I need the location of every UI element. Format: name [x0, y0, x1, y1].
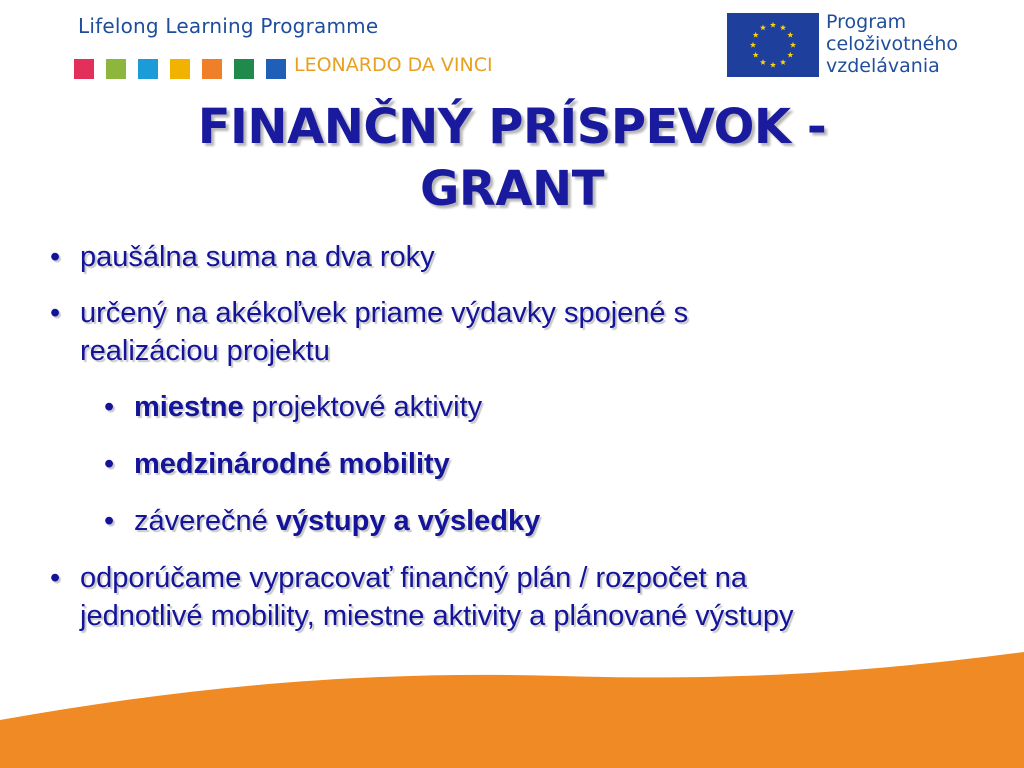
- eu-program-line: vzdelávania: [826, 55, 940, 77]
- bullet-text-line: jednotlivé mobility, miestne aktivity a plánované výstupy: [80, 600, 794, 632]
- eu-program-line: celoživotného: [826, 33, 959, 55]
- leonardo-da-vinci-label: LEONARDO DA VINCI: [294, 54, 493, 76]
- bullet-item: [40, 294, 990, 370]
- sub-bullet-item: [40, 445, 990, 483]
- bullet-marker: •: [104, 448, 115, 480]
- color-square: [266, 59, 286, 79]
- bullet-text-line: určený na akékoľvek priame výdavky spojené s: [80, 297, 689, 329]
- color-square: [234, 59, 254, 79]
- title-line: GRANT: [420, 161, 604, 217]
- bullet-text: záverečné: [134, 505, 276, 537]
- bullet-text: paušálna suma na dva roky: [80, 241, 435, 273]
- color-square: [202, 59, 222, 79]
- sub-bullet-item: [40, 388, 990, 426]
- bold-text: výstupy a výsledky: [275, 505, 541, 537]
- bullet-item: [40, 559, 990, 635]
- orange-wave-decoration: [0, 640, 1024, 768]
- eu-flag-icon: [727, 13, 819, 77]
- bullet-marker: •: [50, 241, 61, 273]
- eu-program-line: Program: [826, 11, 907, 33]
- bullet-list: [40, 238, 990, 653]
- bullet-marker: •: [50, 562, 61, 594]
- slide-title: [0, 96, 1024, 220]
- bullet-marker: •: [104, 505, 115, 537]
- bullet-text-line: realizáciou projektu: [80, 335, 330, 367]
- eu-program-text: [826, 11, 958, 77]
- bullet-text: projektové aktivity: [243, 391, 483, 423]
- color-square: [106, 59, 126, 79]
- bold-text: miestne: [134, 391, 244, 423]
- orange-wave-shape: [0, 652, 1024, 768]
- color-square: [170, 59, 190, 79]
- sub-bullet-item: [40, 502, 990, 540]
- color-square: [138, 59, 158, 79]
- bullet-marker: •: [50, 297, 61, 329]
- bold-text: medzinárodné mobility: [134, 448, 450, 480]
- bullet-text-line: odporúčame vypracovať finančný plán / rozpočet na: [80, 562, 747, 594]
- color-square: [74, 59, 94, 79]
- llp-title: Lifelong Learning Programme: [78, 14, 379, 38]
- color-squares: [74, 59, 286, 79]
- bullet-marker: •: [104, 391, 115, 423]
- bullet-item: [40, 238, 990, 276]
- title-line: FINANČNÝ PRÍSPEVOK -: [197, 99, 827, 155]
